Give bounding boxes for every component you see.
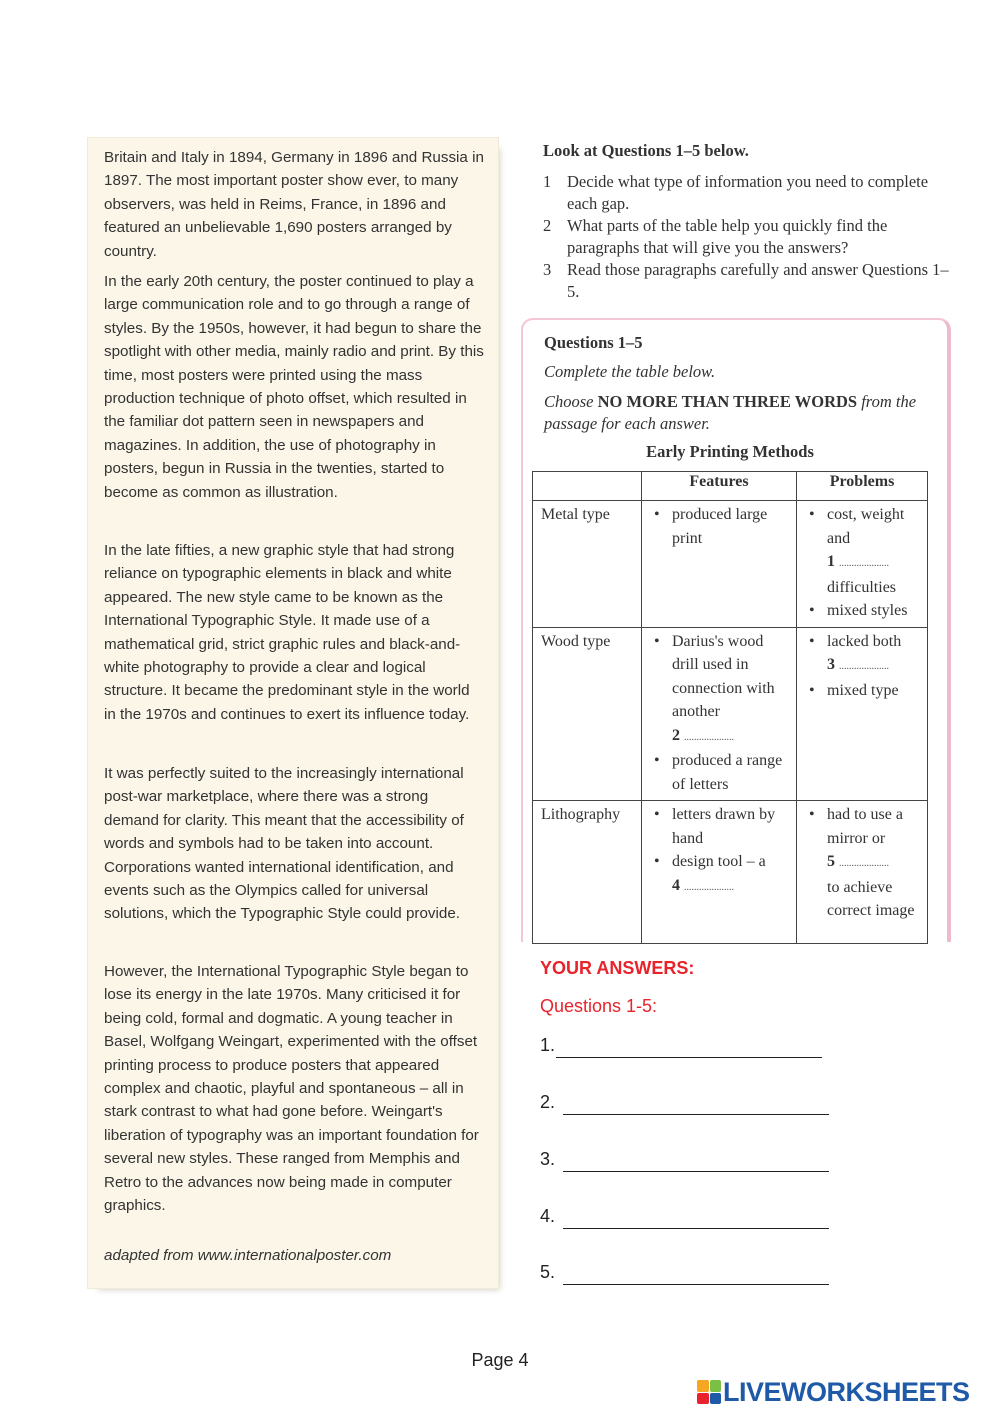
gap-number: 4 xyxy=(672,876,680,894)
instruction-step xyxy=(543,215,953,259)
answer-label: 5. xyxy=(540,1262,556,1282)
logo-square xyxy=(697,1393,709,1405)
feature-item: • produced a range of letters xyxy=(650,749,790,796)
feature-item: • design tool – a 4 .................... xyxy=(650,850,790,899)
instruction-steps xyxy=(543,171,953,303)
answers-heading: YOUR ANSWERS: xyxy=(540,958,695,978)
header-features: Features xyxy=(642,472,797,501)
answers-subheading: Questions 1-5: xyxy=(540,996,658,1016)
header-blank xyxy=(533,472,642,501)
answer-label: 1. xyxy=(540,1035,556,1055)
liveworksheets-brand xyxy=(697,1378,970,1406)
method-name: Wood type xyxy=(533,627,642,801)
answer-row-1 xyxy=(540,1035,555,1056)
answer-5-input[interactable] xyxy=(563,1264,829,1285)
answer-row-4 xyxy=(540,1206,555,1227)
answer-4-input[interactable] xyxy=(563,1208,829,1229)
header-problems: Problems xyxy=(797,472,928,501)
features-cell xyxy=(642,501,797,628)
step-text: Decide what type of information you need to complete each gap. xyxy=(567,172,929,213)
answer-label: 4. xyxy=(540,1206,556,1226)
passage-paragraph-3: In the late fifties, a new graphic style that had strong reliance on typographic elements in black and white appeared. The new style came to be known as the International Typographic Style. It made use of a mathematical grid, strict graphic rules and black-and-white photography to provide a clear and logical structure. It became the predominant style in the world in the 1970s and continues to exert its influence today. xyxy=(104,542,470,723)
problems-cell xyxy=(797,501,928,628)
problem-item: • cost, weight and 1 .................... difficulties xyxy=(805,503,921,599)
problems-cell xyxy=(797,801,928,944)
questions-instruction-1: Complete the table below. xyxy=(544,362,716,381)
passage-paragraph-5: However, the International Typographic Style began to lose its energy in the late 1970s. Many criticised it for being cold, formal and dogmatic. A young teacher in Basel, Wolfgang Weingart, experimented with the offset printing process to produce posters that appeared complex and chaotic, playful and spontaneous – all in stark contrast to what had gone before. Weingart's liberation of typography was an important foundation for several new styles. These ranged from Memphis and Retro to the advances now being made in computer graphics. xyxy=(104,963,479,1215)
liveworksheets-logo-icon xyxy=(697,1380,721,1404)
step-number: 1 xyxy=(543,172,552,191)
gap-number: 1 xyxy=(827,553,835,570)
table-row xyxy=(533,501,928,628)
passage-source: adapted from www.internationalposter.com xyxy=(104,1247,392,1264)
method-name: Lithography xyxy=(533,801,642,944)
logo-square xyxy=(710,1393,722,1405)
table-row xyxy=(533,627,928,801)
logo-square xyxy=(710,1380,722,1392)
answer-row-3 xyxy=(540,1149,555,1170)
answer-label: 2. xyxy=(540,1092,556,1112)
instruction-step xyxy=(543,259,953,303)
problems-cell xyxy=(797,627,928,801)
answer-2-input[interactable] xyxy=(563,1094,829,1115)
instruction-2-pre: Choose xyxy=(544,392,594,411)
answer-label: 3. xyxy=(540,1149,556,1169)
step-text: What parts of the table help you quickly find the paragraphs that will give you the answers? xyxy=(567,216,888,257)
reading-passage xyxy=(88,138,498,1288)
page-number: Page 4 xyxy=(471,1350,529,1370)
gap-dots: .................... xyxy=(839,858,889,869)
feature-item: • Darius's wood drill used in connection with another 2 .................... xyxy=(650,630,790,750)
liveworksheets-wordmark: LIVEWORKSHEETS xyxy=(723,1376,970,1407)
gap-number: 3 xyxy=(827,656,835,673)
instruction-step xyxy=(543,171,953,215)
gap-number: 2 xyxy=(672,726,680,744)
questions-title: Questions 1–5 xyxy=(544,333,643,352)
logo-square xyxy=(697,1380,709,1392)
step-text: Read those paragraphs carefully and answer Questions 1–5. xyxy=(567,260,949,301)
passage-paragraph-1: Britain and Italy in 1894, Germany in 1896 and Russia in 1897. The most important poster show ever, to many observers, was held in Reims, France, in 1896 and featured an unbelievable 1,690 posters arranged by country. xyxy=(104,149,484,260)
gap-dots: .................... xyxy=(684,731,734,743)
problem-item: • mixed type xyxy=(805,679,921,703)
printing-methods-table xyxy=(532,471,928,944)
features-cell xyxy=(642,801,797,944)
passage-paragraph-4: It was perfectly suited to the increasingly international post-war marketplace, where there was a strong demand for clarity. This meant that the accessibility of words and symbols had to be taken into account. Corporations wanted international identification, and events such as the Olympics called for universal solutions, which the Typographic Style could provide. xyxy=(104,765,464,923)
table-row xyxy=(533,801,928,944)
problem-item: • lacked both 3 .................... xyxy=(805,630,921,679)
answer-3-input[interactable] xyxy=(563,1151,829,1172)
questions-instruction-2 xyxy=(544,391,939,435)
feature-item: • letters drawn by hand xyxy=(650,803,790,850)
gap-dots: .................... xyxy=(684,881,734,893)
passage-paragraph-2: In the early 20th century, the poster continued to play a large communication role and to go through a range of styles. By the 1950s, however, it had begun to share the spotlight with other media, mainly radio and print. By this time, most posters were printed using the mass production technique of photo offset, which resulted in the familiar dot pattern seen in newspapers and magazines. In addition, the use of photography in posters, begun in Russia in the twenties, started to become as common as illustration. xyxy=(104,273,484,501)
table-title: Early Printing Methods xyxy=(646,442,814,461)
feature-item: • produced large print xyxy=(650,503,790,550)
problem-item: • mixed styles xyxy=(805,599,921,623)
gap-number: 5 xyxy=(827,853,835,870)
step-number: 2 xyxy=(543,216,552,235)
method-name: Metal type xyxy=(533,501,642,628)
step-number: 3 xyxy=(543,260,552,279)
answer-1-input[interactable] xyxy=(556,1037,822,1058)
gap-dots: .................... xyxy=(839,558,889,569)
problem-item: • had to use a mirror or 5 .................... to achieve correct image xyxy=(805,803,921,923)
answer-row-2 xyxy=(540,1092,555,1113)
answer-row-5 xyxy=(540,1262,555,1283)
instruction-2-post: from the passage for each answer. xyxy=(544,392,917,433)
instructions-heading: Look at Questions 1–5 below. xyxy=(543,141,749,160)
table-header-row xyxy=(533,472,928,501)
gap-dots: .................... xyxy=(839,661,889,672)
features-cell xyxy=(642,627,797,801)
instruction-2-bold: NO MORE THAN THREE WORDS xyxy=(597,392,858,411)
